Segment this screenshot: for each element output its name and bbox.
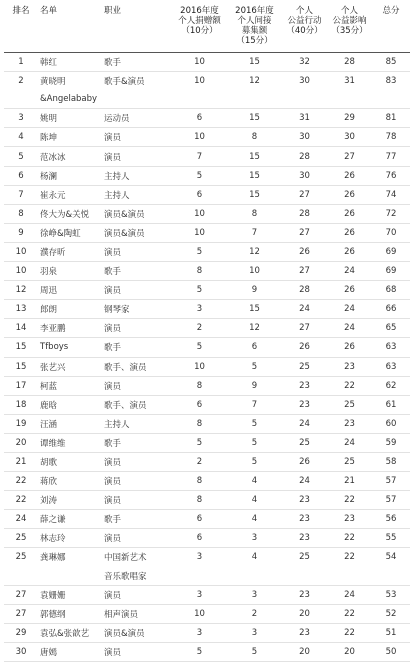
header-influence: 个人 公益影响 （35分） <box>331 6 368 36</box>
influence-cell: 24 <box>327 585 372 604</box>
table-row <box>4 491 410 510</box>
action-cell: 23 <box>282 529 327 548</box>
action-cell: 30 <box>299 76 310 87</box>
donation-cell: 5 <box>172 338 227 357</box>
name-cell: 林志玲 <box>38 529 102 548</box>
donation-cell: 10 <box>172 128 227 147</box>
total-cell: 77 <box>372 147 410 166</box>
action-cell: 23 <box>282 395 327 414</box>
total-cell: 69 <box>372 242 410 261</box>
influence-cell: 26 <box>327 223 372 242</box>
donation-cell: 3 <box>172 623 227 642</box>
raise-cell: 3 <box>227 585 282 604</box>
table-row <box>4 262 410 281</box>
action-cell: 31 <box>282 109 327 128</box>
total-cell: 63 <box>372 338 410 357</box>
action-cell: 27 <box>282 185 327 204</box>
job-cell: 主持人 <box>102 185 172 204</box>
name-cell: 张艺兴 <box>38 357 102 376</box>
donation-cell: 10 <box>172 204 227 223</box>
job-cell: 音乐歌唱家 <box>102 567 172 586</box>
table-row <box>4 472 410 491</box>
influence-cell: 27 <box>327 147 372 166</box>
name-cell: 羽泉 <box>38 262 102 281</box>
name-cell: 刘涛 <box>38 491 102 510</box>
action-cell: 32 <box>282 53 327 72</box>
job-cell: 演员 <box>102 642 172 661</box>
table-row <box>4 319 410 338</box>
influence-cell: 22 <box>344 552 355 563</box>
name-cell <box>38 567 102 586</box>
raise-cell: 8 <box>227 128 282 147</box>
name-cell: &Angelababy <box>38 90 102 109</box>
raise-cell: 6 <box>227 338 282 357</box>
action-cell: 28 <box>282 147 327 166</box>
raise-cell: 12 <box>249 76 260 87</box>
total-cell: 76 <box>372 166 410 185</box>
raise-cell: 2 <box>227 604 282 623</box>
raise-cell: 4 <box>227 472 282 491</box>
rank-cell: 22 <box>4 472 38 491</box>
rank-cell: 4 <box>4 128 38 147</box>
action-cell: 30 <box>282 166 327 185</box>
name-cell: 柯蓝 <box>38 376 102 395</box>
table-row <box>4 357 410 376</box>
donation-cell: 8 <box>172 262 227 281</box>
donation-cell: 6 <box>172 395 227 414</box>
name-cell: 韩红 <box>38 53 102 72</box>
rank-cell: 3 <box>4 109 38 128</box>
raise-cell: 5 <box>227 414 282 433</box>
name-cell: 濮存昕 <box>38 242 102 261</box>
influence-cell: 24 <box>327 300 372 319</box>
header-job: 职业 <box>104 6 122 16</box>
donation-cell: 10 <box>172 604 227 623</box>
table-row <box>4 90 410 109</box>
job-cell: 主持人 <box>102 166 172 185</box>
donation-cell: 6 <box>172 529 227 548</box>
raise-cell: 9 <box>227 376 282 395</box>
total-cell: 69 <box>372 262 410 281</box>
action-cell <box>282 90 327 109</box>
donation-cell: 3 <box>172 300 227 319</box>
donation-cell: 3 <box>172 585 227 604</box>
job-cell: 歌手 <box>102 510 172 529</box>
name-cell: 龚琳娜 <box>40 553 66 564</box>
table-row <box>4 414 410 433</box>
table-row <box>4 529 410 548</box>
rank-cell: 29 <box>4 623 38 642</box>
donation-cell: 6 <box>172 185 227 204</box>
influence-cell: 22 <box>327 604 372 623</box>
rank-cell: 17 <box>4 376 38 395</box>
action-cell: 26 <box>282 338 327 357</box>
rank-cell: 18 <box>4 395 38 414</box>
raise-cell: 3 <box>227 529 282 548</box>
donation-cell: 5 <box>172 242 227 261</box>
job-cell: 歌手、演员 <box>102 395 172 414</box>
table-header-row <box>4 0 410 53</box>
job-cell: 演员 <box>102 319 172 338</box>
rank-cell: 30 <box>4 642 38 661</box>
job-cell: 演员 <box>102 452 172 471</box>
job-cell: 演员&演员 <box>102 204 172 223</box>
raise-cell: 15 <box>227 53 282 72</box>
name-cell: 崔永元 <box>38 185 102 204</box>
raise-cell: 7 <box>227 395 282 414</box>
job-cell: 歌手&演员 <box>104 77 145 88</box>
name-cell: Tfboys <box>38 338 102 357</box>
name-cell: 谭维维 <box>38 433 102 452</box>
influence-cell: 25 <box>327 452 372 471</box>
influence-cell: 22 <box>327 491 372 510</box>
influence-cell: 29 <box>327 109 372 128</box>
rank-cell: 25 <box>15 552 27 563</box>
rank-cell: 20 <box>4 433 38 452</box>
job-cell: 演员 <box>102 128 172 147</box>
influence-cell <box>327 90 372 109</box>
influence-cell: 26 <box>327 281 372 300</box>
influence-cell: 24 <box>327 319 372 338</box>
raise-cell: 15 <box>227 300 282 319</box>
raise-cell: 4 <box>227 510 282 529</box>
total-cell <box>372 567 410 586</box>
action-cell: 28 <box>282 281 327 300</box>
rank-cell <box>4 90 38 109</box>
table-row <box>4 53 410 72</box>
total-cell: 78 <box>372 128 410 147</box>
table-row <box>4 166 410 185</box>
raise-cell: 5 <box>227 452 282 471</box>
total-cell <box>372 90 410 109</box>
name-cell: 范冰冰 <box>38 147 102 166</box>
job-cell: 演员 <box>102 281 172 300</box>
total-cell: 59 <box>372 433 410 452</box>
influence-cell: 30 <box>327 128 372 147</box>
total-cell: 56 <box>372 510 410 529</box>
job-cell: 歌手 <box>102 262 172 281</box>
table-row <box>4 185 410 204</box>
donation-cell: 6 <box>172 510 227 529</box>
donation-cell: 5 <box>172 166 227 185</box>
job-cell: 歌手 <box>102 338 172 357</box>
influence-cell: 22 <box>327 529 372 548</box>
rank-cell: 15 <box>4 357 38 376</box>
raise-cell: 7 <box>227 223 282 242</box>
job-cell: 演员 <box>102 585 172 604</box>
raise-cell: 10 <box>227 262 282 281</box>
donation-cell: 3 <box>196 552 203 563</box>
donation-cell: 5 <box>172 642 227 661</box>
name-cell: 胡歌 <box>38 452 102 471</box>
table-row <box>4 338 410 357</box>
rank-cell: 13 <box>4 300 38 319</box>
influence-cell: 24 <box>327 262 372 281</box>
action-cell: 28 <box>282 204 327 223</box>
rank-cell: 21 <box>4 452 38 471</box>
table-row <box>4 642 410 661</box>
table-row <box>4 548 410 567</box>
action-cell <box>282 567 327 586</box>
rank-cell: 22 <box>4 491 38 510</box>
donation-cell: 7 <box>172 147 227 166</box>
table-row <box>4 623 410 642</box>
table-row <box>4 433 410 452</box>
job-cell: 演员 <box>102 147 172 166</box>
raise-cell: 4 <box>251 552 258 563</box>
header-rank: 排名 <box>12 6 30 16</box>
rank-cell: 6 <box>4 166 38 185</box>
job-cell: 演员 <box>102 242 172 261</box>
table-row <box>4 242 410 261</box>
name-cell: 黄晓明 <box>40 77 66 88</box>
action-cell: 25 <box>282 433 327 452</box>
total-cell: 61 <box>372 395 410 414</box>
name-cell: 唐嫣 <box>38 642 102 661</box>
donation-cell: 10 <box>172 223 227 242</box>
raise-cell: 9 <box>227 281 282 300</box>
name-cell: 陈坤 <box>38 128 102 147</box>
action-cell: 23 <box>282 491 327 510</box>
donation-cell: 5 <box>172 433 227 452</box>
influence-cell: 23 <box>327 414 372 433</box>
table-body <box>4 53 410 662</box>
influence-cell: 22 <box>327 376 372 395</box>
influence-cell: 26 <box>327 185 372 204</box>
table-row <box>4 452 410 471</box>
total-cell: 57 <box>372 491 410 510</box>
raise-cell <box>227 567 282 586</box>
table-row <box>4 223 410 242</box>
action-cell: 26 <box>282 242 327 261</box>
total-cell: 68 <box>372 281 410 300</box>
donation-cell: 8 <box>172 491 227 510</box>
table-row <box>4 567 410 586</box>
total-cell: 85 <box>372 53 410 72</box>
total-cell: 63 <box>372 357 410 376</box>
job-cell: 演员 <box>102 491 172 510</box>
donation-cell: 6 <box>172 109 227 128</box>
influence-cell: 20 <box>327 642 372 661</box>
total-cell: 58 <box>372 452 410 471</box>
donation-cell: 8 <box>172 414 227 433</box>
total-cell: 53 <box>372 585 410 604</box>
name-cell: 周迅 <box>38 281 102 300</box>
influence-cell: 26 <box>327 204 372 223</box>
header-donation: 2016年度 个人捐赠额 （10分） <box>178 6 221 36</box>
table-row <box>4 72 410 91</box>
influence-cell: 26 <box>327 242 372 261</box>
donation-cell: 2 <box>172 452 227 471</box>
total-cell: 62 <box>372 376 410 395</box>
table-row <box>4 395 410 414</box>
raise-cell: 15 <box>227 147 282 166</box>
raise-cell: 5 <box>227 642 282 661</box>
rank-cell: 24 <box>4 510 38 529</box>
action-cell: 30 <box>282 128 327 147</box>
total-cell: 83 <box>385 76 397 87</box>
header-raise: 2016年度 个人间接 募集额 （15分） <box>235 6 274 46</box>
table-row <box>4 128 410 147</box>
total-cell: 66 <box>372 300 410 319</box>
name-cell: 汪涵 <box>38 414 102 433</box>
action-cell: 27 <box>282 319 327 338</box>
name-cell: 薛之谦 <box>38 510 102 529</box>
influence-cell: 23 <box>327 510 372 529</box>
table-row <box>4 585 410 604</box>
raise-cell: 12 <box>227 242 282 261</box>
rank-cell: 27 <box>4 604 38 623</box>
table-row <box>4 300 410 319</box>
influence-cell: 28 <box>327 53 372 72</box>
donation-cell <box>172 567 227 586</box>
name-cell: 郎朗 <box>38 300 102 319</box>
rank-cell: 8 <box>4 204 38 223</box>
rank-cell: 1 <box>4 53 38 72</box>
total-cell: 81 <box>372 109 410 128</box>
raise-cell: 3 <box>227 623 282 642</box>
name-cell: 徐峥&陶虹 <box>38 223 102 242</box>
action-cell: 27 <box>282 223 327 242</box>
raise-cell <box>227 90 282 109</box>
job-cell: 演员 <box>102 472 172 491</box>
action-cell: 25 <box>282 357 327 376</box>
influence-cell: 31 <box>344 76 355 87</box>
rank-cell: 27 <box>4 585 38 604</box>
job-cell: 主持人 <box>102 414 172 433</box>
influence-cell: 25 <box>327 395 372 414</box>
influence-cell: 26 <box>327 338 372 357</box>
table-row <box>4 204 410 223</box>
total-cell: 57 <box>372 472 410 491</box>
action-cell: 23 <box>282 585 327 604</box>
influence-cell: 22 <box>327 623 372 642</box>
raise-cell: 15 <box>227 185 282 204</box>
influence-cell: 23 <box>327 357 372 376</box>
donation-cell: 8 <box>172 472 227 491</box>
raise-cell: 12 <box>227 319 282 338</box>
header-action: 个人 公益行动 （40分） <box>286 6 323 36</box>
raise-cell: 15 <box>227 109 282 128</box>
raise-cell: 4 <box>227 491 282 510</box>
rank-cell <box>4 567 38 586</box>
ranking-table <box>4 0 410 662</box>
action-cell: 23 <box>282 623 327 642</box>
action-cell: 25 <box>299 552 310 563</box>
name-cell: 李亚鹏 <box>38 319 102 338</box>
donation-cell: 2 <box>172 319 227 338</box>
job-cell <box>102 90 172 109</box>
raise-cell: 5 <box>227 433 282 452</box>
job-cell: 演员 <box>102 529 172 548</box>
donation-cell: 10 <box>172 53 227 72</box>
total-cell: 60 <box>372 414 410 433</box>
name-cell: 郭德纲 <box>38 604 102 623</box>
influence-cell: 21 <box>327 472 372 491</box>
total-cell: 51 <box>372 623 410 642</box>
donation-cell: 10 <box>172 357 227 376</box>
rank-cell: 2 <box>18 76 24 87</box>
total-cell: 55 <box>372 529 410 548</box>
raise-cell: 15 <box>227 166 282 185</box>
rank-cell: 10 <box>4 262 38 281</box>
rank-cell: 25 <box>4 529 38 548</box>
total-cell: 54 <box>385 552 397 563</box>
rank-cell: 15 <box>4 338 38 357</box>
table-row <box>4 147 410 166</box>
rank-cell: 14 <box>4 319 38 338</box>
table-row <box>4 281 410 300</box>
name-cell: 蒋欣 <box>38 472 102 491</box>
job-cell: 相声演员 <box>102 604 172 623</box>
job-cell: 钢琴家 <box>102 300 172 319</box>
job-cell: 演员&演员 <box>102 623 172 642</box>
rank-cell: 10 <box>4 242 38 261</box>
donation-cell: 8 <box>172 376 227 395</box>
action-cell: 24 <box>282 414 327 433</box>
job-cell: 运动员 <box>102 109 172 128</box>
action-cell: 24 <box>282 300 327 319</box>
table-row <box>4 510 410 529</box>
raise-cell: 5 <box>227 357 282 376</box>
name-cell: 佟大为&关悦 <box>38 204 102 223</box>
header-total: 总分 <box>382 6 400 16</box>
rank-cell: 5 <box>4 147 38 166</box>
total-cell: 74 <box>372 185 410 204</box>
donation-cell: 10 <box>194 76 205 87</box>
rank-cell: 7 <box>4 185 38 204</box>
header-name: 名单 <box>40 6 58 16</box>
table-row <box>4 376 410 395</box>
total-cell: 70 <box>372 223 410 242</box>
action-cell: 26 <box>282 452 327 471</box>
job-cell: 歌手 <box>102 53 172 72</box>
rank-cell: 9 <box>4 223 38 242</box>
action-cell: 20 <box>282 642 327 661</box>
action-cell: 23 <box>282 376 327 395</box>
name-cell: 姚明 <box>38 109 102 128</box>
job-cell: 演员&演员 <box>102 223 172 242</box>
influence-cell: 26 <box>327 166 372 185</box>
donation-cell: 5 <box>172 281 227 300</box>
action-cell: 27 <box>282 262 327 281</box>
total-cell: 65 <box>372 319 410 338</box>
table-row <box>4 109 410 128</box>
name-cell: 杨澜 <box>38 166 102 185</box>
action-cell: 24 <box>282 472 327 491</box>
job-cell: 歌手、演员 <box>102 357 172 376</box>
action-cell: 23 <box>282 510 327 529</box>
job-cell: 演员 <box>102 376 172 395</box>
influence-cell: 24 <box>327 433 372 452</box>
name-cell: 袁姗姗 <box>38 585 102 604</box>
total-cell: 50 <box>372 642 410 661</box>
influence-cell <box>327 567 372 586</box>
job-cell: 歌手 <box>102 433 172 452</box>
donation-cell <box>172 90 227 109</box>
table-row <box>4 604 410 623</box>
total-cell: 72 <box>372 204 410 223</box>
job-cell: 中国新艺术 <box>104 553 147 564</box>
action-cell: 20 <box>282 604 327 623</box>
name-cell: 鹿晗 <box>38 395 102 414</box>
raise-cell: 8 <box>227 204 282 223</box>
rank-cell: 19 <box>4 414 38 433</box>
total-cell: 52 <box>372 604 410 623</box>
rank-cell: 12 <box>4 281 38 300</box>
name-cell: 袁弘&张歆艺 <box>38 623 102 642</box>
